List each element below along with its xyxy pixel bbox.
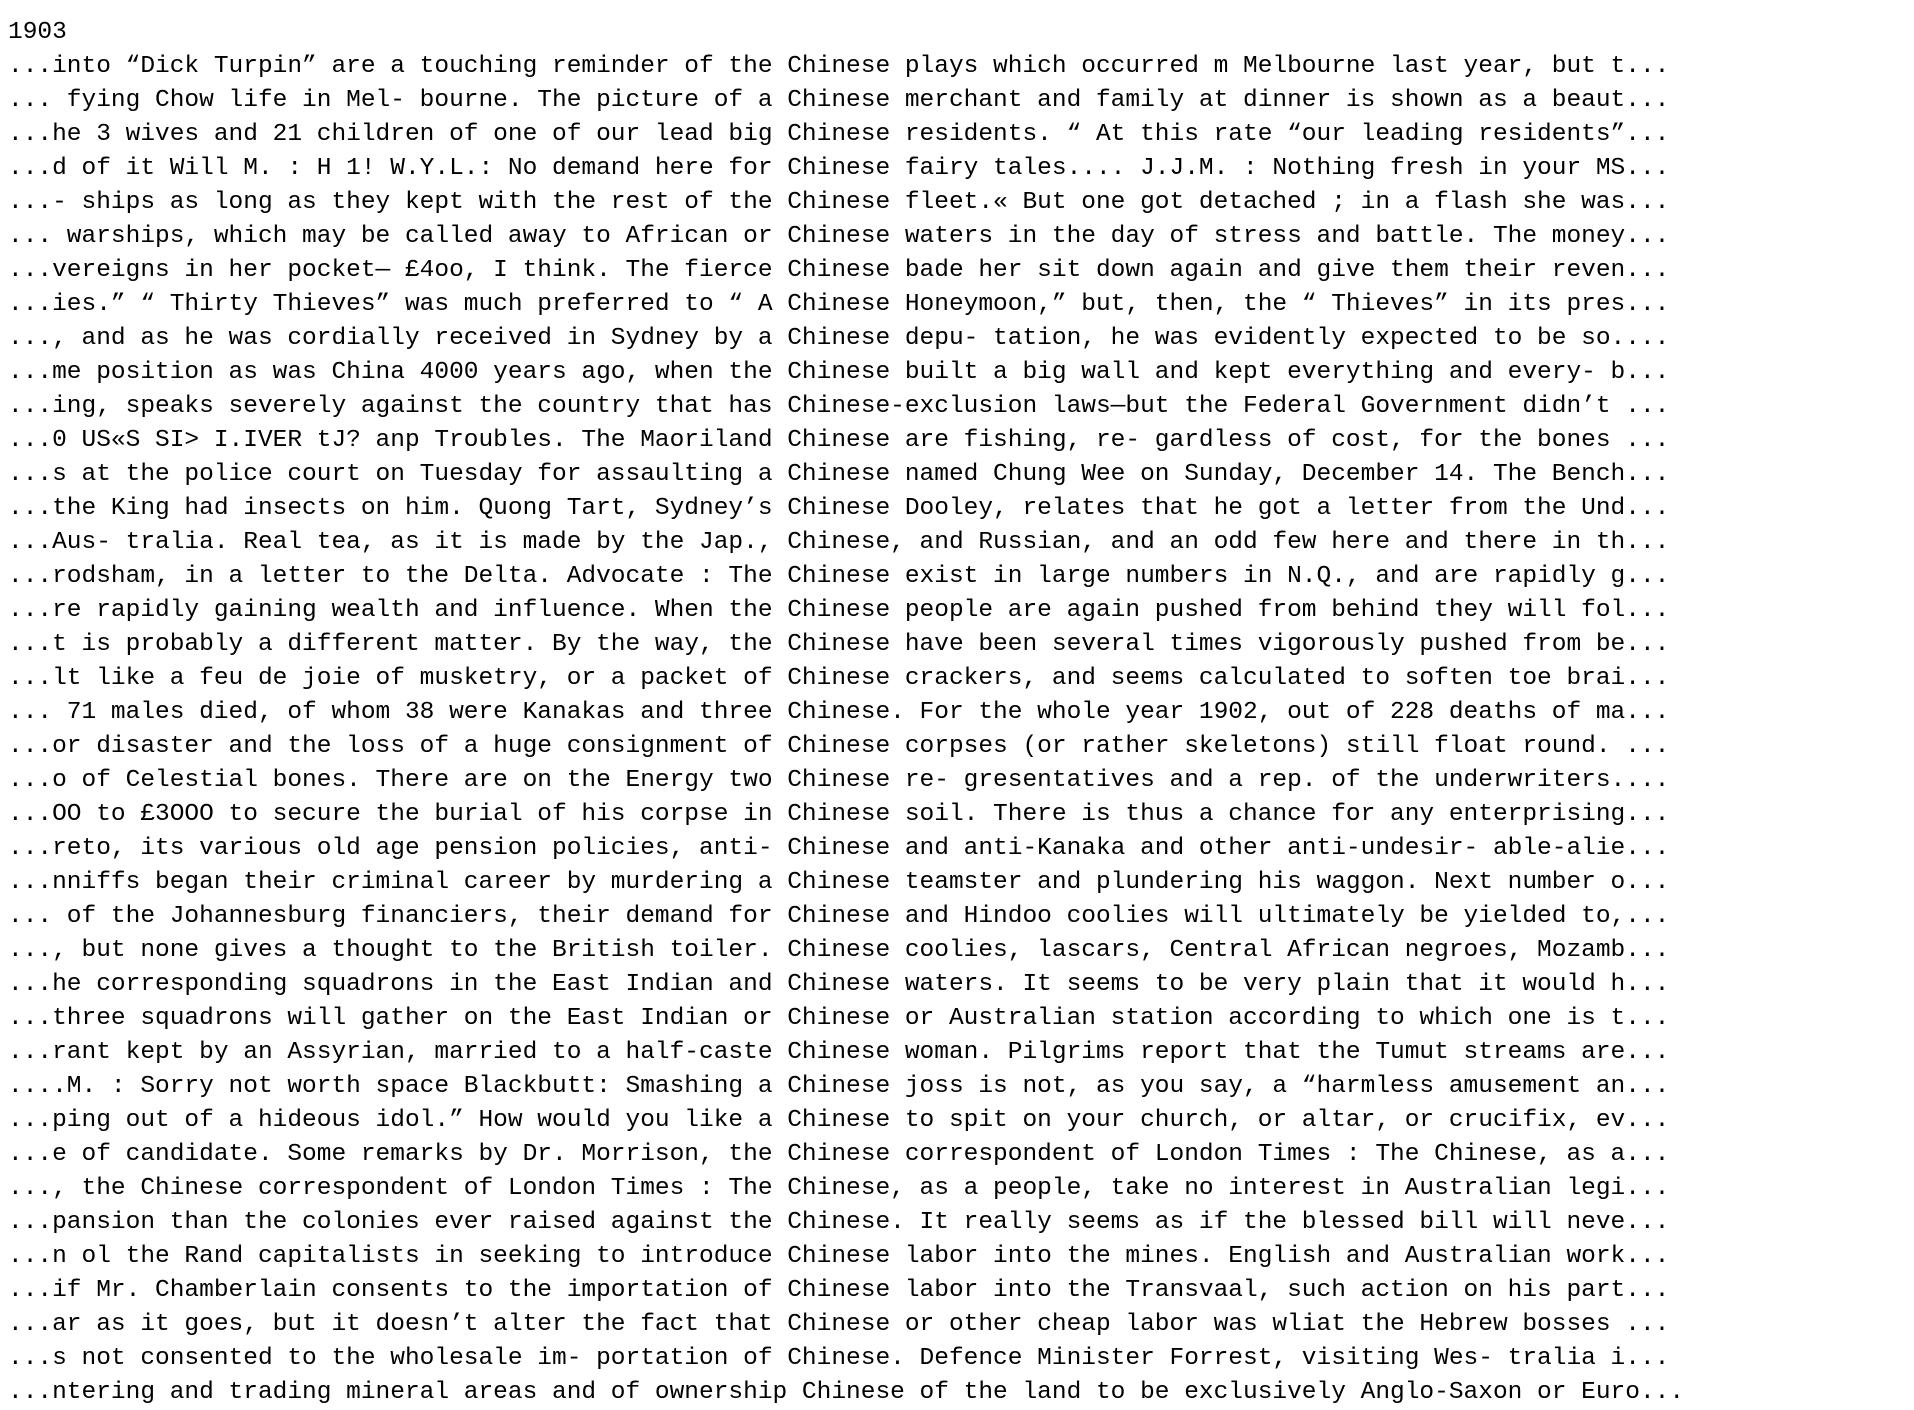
concordance-line: ...ar as it goes, but it doesn’t alter the fact that Chinese or other cheap labor was wliat the Hebrew bosses ... <box>8 1311 1670 1338</box>
concordance-line: ...rodsham, in a letter to the Delta. Advocate : The Chinese exist in large numbers in N.Q., and are rapidly g... <box>8 563 1670 590</box>
concordance-line: ...rant kept by an Assyrian, married to a half-caste Chinese woman. Pilgrims report that the Tumut streams are... <box>8 1039 1670 1066</box>
concordance-line: ... warships, which may be called away to African or Chinese waters in the day of stress and battle. The money... <box>8 223 1670 250</box>
concordance-line: ...vereigns in her pocket— £4oo, I think. The fierce Chinese bade her sit down again and give them their reven... <box>8 257 1670 284</box>
concordance-line: ...ies.” “ Thirty Thieves” was much preferred to “ A Chinese Honeymoon,” but, then, the “ Thieves” in its pres... <box>8 291 1670 318</box>
concordance-line: ...Aus- tralia. Real tea, as it is made by the Jap., Chinese, and Russian, and an odd few here and there in th... <box>8 529 1670 556</box>
concordance-line: ...t is probably a different matter. By the way, the Chinese have been several times vigorously pushed from be... <box>8 631 1670 658</box>
concordance-line: ...0 US«S SI> I.IVER tJ? anp Troubles. The Maoriland Chinese are fishing, re- gardless of cost, for the bones ... <box>8 427 1670 454</box>
concordance-line: ...OO to £3OOO to secure the burial of his corpse in Chinese soil. There is thus a chance for any enterprising... <box>8 801 1670 828</box>
year-heading: 1903 <box>8 19 67 46</box>
concordance-line: ...d of it Will M. : H 1! W.Y.L.: No demand here for Chinese fairy tales.... J.J.M. : Nothing fresh in your MS... <box>8 155 1670 182</box>
concordance-line: ...e of candidate. Some remarks by Dr. Morrison, the Chinese correspondent of London Times : The Chinese, as a... <box>8 1141 1670 1168</box>
concordance-line: ....M. : Sorry not worth space Blackbutt: Smashing a Chinese joss is not, as you say, a “harmless amusement an... <box>8 1073 1670 1100</box>
concordance-line: ...o of Celestial bones. There are on the Energy two Chinese re- gresentatives and a rep. of the underwriters.... <box>8 767 1670 794</box>
concordance-line: ...- ships as long as they kept with the rest of the Chinese fleet.« But one got detached ; in a flash she was... <box>8 189 1670 216</box>
concordance-line: ...the King had insects on him. Quong Tart, Sydney’s Chinese Dooley, relates that he got a letter from the Und... <box>8 495 1670 522</box>
concordance-line: ..., and as he was cordially received in Sydney by a Chinese depu- tation, he was evidently expected to be so.... <box>8 325 1670 352</box>
concordance-line: ...ing, speaks severely against the country that has Chinese-exclusion laws—but the Federal Government didn’t ... <box>8 393 1670 420</box>
concordance-line: ...reto, its various old age pension policies, anti- Chinese and anti-Kanaka and other anti-undesir- able-alie... <box>8 835 1670 862</box>
concordance-line: ...he corresponding squadrons in the East Indian and Chinese waters. It seems to be very plain that it would h... <box>8 971 1670 998</box>
concordance-line: ...re rapidly gaining wealth and influence. When the Chinese people are again pushed from behind they will fol... <box>8 597 1670 624</box>
concordance-line: ... 71 males died, of whom 38 were Kanakas and three Chinese. For the whole year 1902, out of 228 deaths of ma... <box>8 699 1670 726</box>
concordance-lines <box>8 50 1914 1410</box>
concordance-line: ...three squadrons will gather on the East Indian or Chinese or Australian station according to which one is t... <box>8 1005 1670 1032</box>
concordance-line: ...nniffs began their criminal career by murdering a Chinese teamster and plundering his waggon. Next number o... <box>8 869 1670 896</box>
concordance-line: ...into “Dick Turpin” are a touching reminder of the Chinese plays which occurred m Melbourne last year, but t... <box>8 53 1670 80</box>
concordance-line: ..., but none gives a thought to the British toiler. Chinese coolies, lascars, Central African negroes, Mozamb... <box>8 937 1670 964</box>
concordance-line: ...s not consented to the wholesale im- portation of Chinese. Defence Minister Forrest, visiting Wes- tralia i... <box>8 1345 1670 1372</box>
concordance-line: ... of the Johannesburg financiers, their demand for Chinese and Hindoo coolies will ultimately be yielded to,... <box>8 903 1670 930</box>
document-page <box>8 16 1914 1406</box>
concordance-line: ...pansion than the colonies ever raised against the Chinese. It really seems as if the blessed bill will neve... <box>8 1209 1670 1236</box>
concordance-line: ...ntering and trading mineral areas and of ownership Chinese of the land to be exclusively Anglo-Saxon or Euro... <box>8 1379 1685 1406</box>
concordance-line: ...lt like a feu de joie of musketry, or a packet of Chinese crackers, and seems calculated to soften toe brai... <box>8 665 1670 692</box>
concordance-line: ...s at the police court on Tuesday for assaulting a Chinese named Chung Wee on Sunday, December 14. The Bench... <box>8 461 1670 488</box>
concordance-line: ...me position as was China 4000 years ago, when the Chinese built a big wall and kept everything and every- b... <box>8 359 1670 386</box>
concordance-line: ..., the Chinese correspondent of London Times : The Chinese, as a people, take no interest in Australian legi... <box>8 1175 1670 1202</box>
concordance-line: ...n ol the Rand capitalists in seeking to introduce Chinese labor into the mines. English and Australian work... <box>8 1243 1670 1270</box>
concordance-line: ...ping out of a hideous idol.” How would you like a Chinese to spit on your church, or altar, or crucifix, ev... <box>8 1107 1670 1134</box>
concordance-line: ...he 3 wives and 21 children of one of our lead big Chinese residents. “ At this rate “our leading residents”... <box>8 121 1670 148</box>
concordance-line: ... fying Chow life in Mel- bourne. The picture of a Chinese merchant and family at dinner is shown as a beaut... <box>8 87 1670 114</box>
concordance-line: ...or disaster and the loss of a huge consignment of Chinese corpses (or rather skeletons) still float round. ... <box>8 733 1670 760</box>
concordance-line: ...if Mr. Chamberlain consents to the importation of Chinese labor into the Transvaal, such action on his part... <box>8 1277 1670 1304</box>
